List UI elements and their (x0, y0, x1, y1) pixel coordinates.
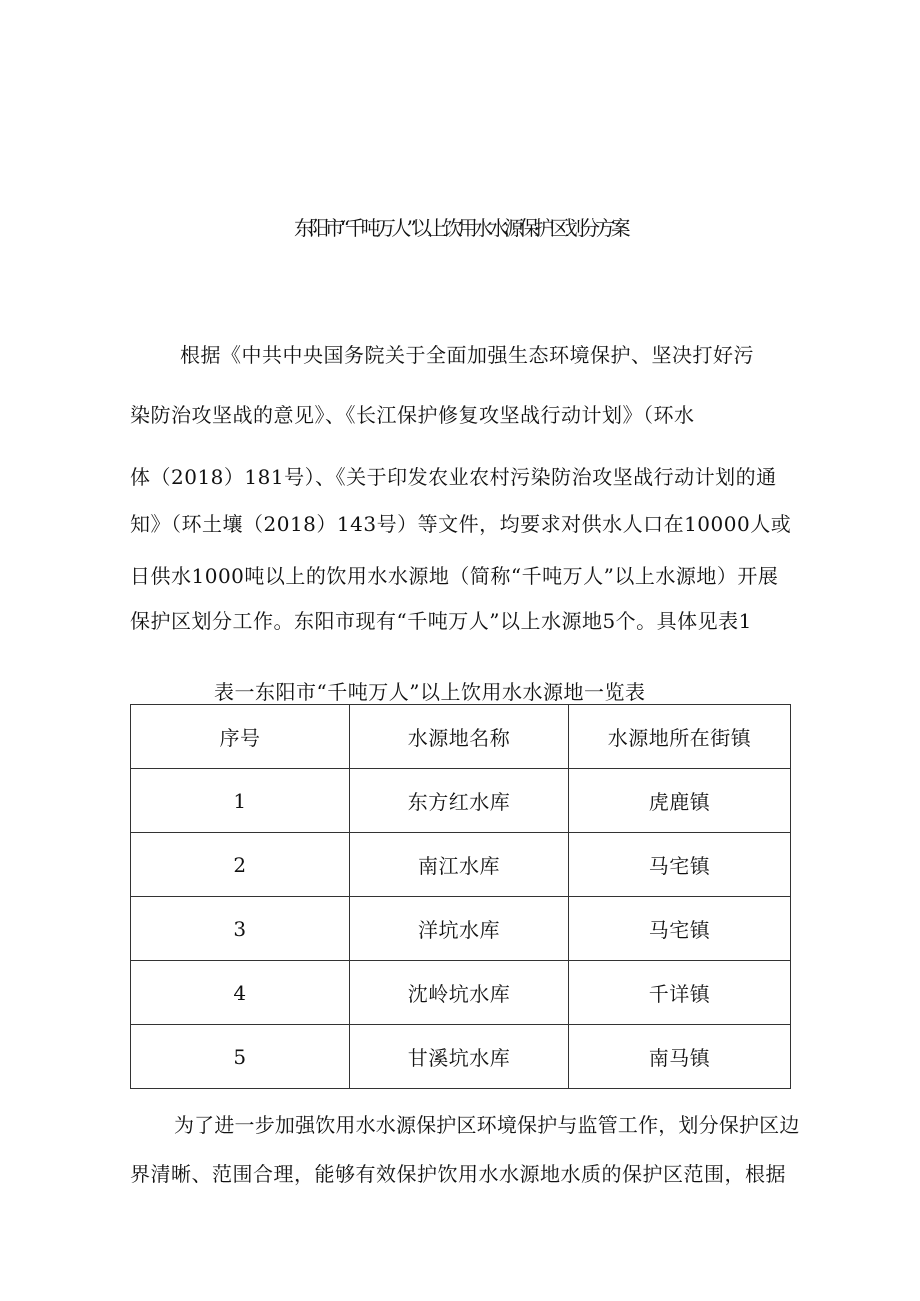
table-row (131, 769, 791, 833)
cell-town: 虎鹿镇 (569, 769, 791, 833)
intro-line-3: 体（2018）181号）、《关于印发农业农村污染防治攻坚战行动计划的通 (130, 465, 777, 489)
cell-source-name: 洋坑水库 (350, 897, 569, 961)
header-index: 序号 (131, 705, 350, 769)
intro-line-6: 保护区划分工作。东阳市现有“千吨万人”以上水源地5个。具体见表1 (130, 609, 752, 633)
cell-index: 5 (131, 1025, 350, 1089)
table-row (131, 833, 791, 897)
cell-index: 4 (131, 961, 350, 1025)
cell-source-name: 沈岭坑水库 (350, 961, 569, 1025)
cell-town: 千详镇 (569, 961, 791, 1025)
cell-town: 马宅镇 (569, 897, 791, 961)
table-row (131, 897, 791, 961)
cell-town: 马宅镇 (569, 833, 791, 897)
header-source-name: 水源地名称 (350, 705, 569, 769)
intro-line-1: 根据《中共中央国务院关于全面加强生态环境保护、坚决打好污 (180, 343, 754, 367)
table-header-row (131, 705, 791, 769)
intro-line-5: 日供水1000吨以上的饮用水水源地（简称“千吨万人”以上水源地）开展 (130, 564, 779, 588)
header-town: 水源地所在街镇 (569, 705, 791, 769)
water-source-table (130, 704, 791, 1089)
cell-town: 南马镇 (569, 1025, 791, 1089)
cell-index: 1 (131, 769, 350, 833)
table-row (131, 1025, 791, 1089)
cell-source-name: 甘溪坑水库 (350, 1025, 569, 1089)
table-caption: 表一东阳市“千吨万人”以上饮用水水源地一览表 (214, 680, 646, 704)
closing-line-2: 界清晰、范围合理，能够有效保护饮用水水源地水质的保护区范围，根据 (130, 1162, 786, 1186)
intro-line-4: 知》（环土壤（2018）143号）等文件，均要求对供水人口在10000人或 (130, 512, 792, 536)
intro-line-2: 染防治攻坚战的意见》、《长江保护修复攻坚战行动计划》（环水 (130, 403, 695, 427)
table-row (131, 961, 791, 1025)
closing-line-1: 为了进一步加强饮用水水源保护区环境保护与监管工作，划分保护区边 (174, 1113, 800, 1137)
cell-source-name: 南江水库 (350, 833, 569, 897)
cell-index: 3 (131, 897, 350, 961)
page-title: 东阳市“千吨万人”以上饮用水水源保护区划分方案 (294, 216, 626, 240)
cell-source-name: 东方红水库 (350, 769, 569, 833)
cell-index: 2 (131, 833, 350, 897)
